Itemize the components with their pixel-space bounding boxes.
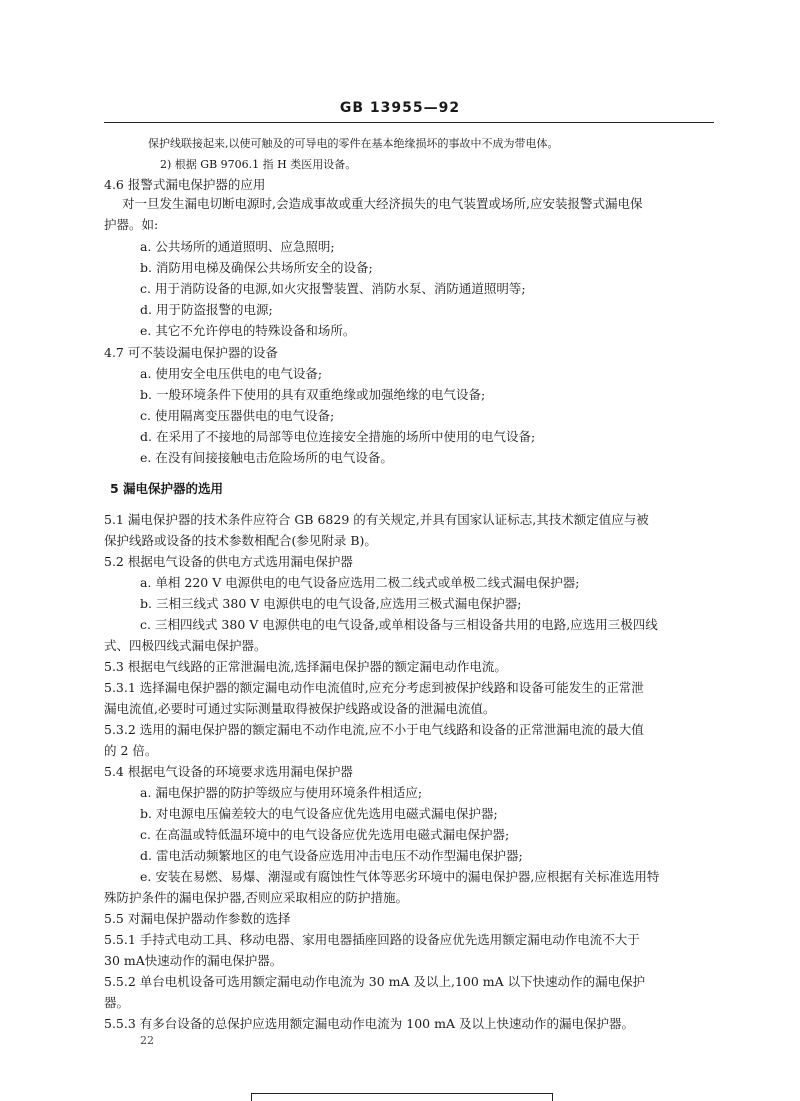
section-heading: 5.4 根据电气设备的环境要求选用漏电保护器 [104,764,353,779]
paragraph-line: 5.3.1 选择漏电保护器的额定漏电动作电流值时,应充分考虑到被保护线路和设备可能发生的正常泄 [104,680,644,695]
paragraph-line: 5.1 漏电保护器的技术条件应符合 GB 6829 的有关规定,并具有国家认证标志,其技术额定值应与被 [104,512,649,527]
paragraph-line: 护器。如: [104,217,159,232]
section-heading: 5.3 根据电气线路的正常泄漏电流,选择漏电保护器的额定漏电动作电流。 [104,659,507,674]
list-item: e. 在没有间接接触电击危险场所的电气设备。 [140,450,393,465]
section-heading: 5.2 根据电气设备的供电方式选用漏电保护器 [104,554,353,569]
footnote-line: 保护线联接起来,以使可触及的可导电的零件在基本绝缘损坏的事故中不成为带电体。 [148,137,559,150]
list-item: a. 使用安全电压供电的电气设备; [140,366,323,381]
list-item: e. 其它不允许停电的特殊设备和场所。 [140,323,356,338]
paragraph-line: 的 2 倍。 [104,743,158,758]
list-item: a. 公共场所的通道照明、应急照明; [140,239,335,254]
list-item: b. 消防用电梯及确保公共场所安全的设备; [140,260,373,275]
list-item: e. 安装在易燃、易爆、潮湿或有腐蚀性气体等恶劣环境中的漏电保护器,应根据有关标准选用特 [140,869,660,884]
list-item: b. 三相三线式 380 V 电源供电的电气设备,应选用三极式漏电保护器; [140,596,522,611]
section-heading: 5.5 对漏电保护器动作参数的选择 [104,911,291,926]
list-item: d. 用于防盗报警的电源; [140,302,273,317]
list-item: a. 单相 220 V 电源供电的电气设备应选用二极二线式或单极二线式漏电保护器; [140,575,580,590]
list-item: c. 三相四线式 380 V 电源供电的电气设备,或单相设备与三相设备共用的电路,应选用三极四线 [140,617,658,632]
paragraph-line: 5.3.2 选用的漏电保护器的额定漏电不动作电流,应不小于电气线路和设备的正常泄漏电流的最大值 [104,722,644,737]
paragraph-line: 保护线路或设备的技术参数相配合(参见附录 B)。 [104,533,377,548]
paragraph-line: 5.5.2 单台电机设备可选用额定漏电动作电流为 30 mA 及以上,100 mA 以下快速动作的漏电保护 [104,974,646,989]
list-item: b. 对电源电压偏差较大的电气设备应优先选用电磁式漏电保护器; [140,806,498,821]
paragraph-line: 器。 [104,995,130,1010]
list-item: c. 在高温或特低温环境中的电气设备应优先选用电磁式漏电保护器; [140,827,510,842]
list-item: d. 雷电活动频繁地区的电气设备应选用冲击电压不动作型漏电保护器; [140,848,523,863]
list-item: c. 使用隔离变压器供电的电气设备; [140,408,335,423]
list-item: b. 一般环境条件下使用的具有双重绝缘或加强绝缘的电气设备; [140,387,486,402]
paragraph-line: 式、四极四线式漏电保护器。 [104,638,267,653]
paragraph-line: 30 mA快速动作的漏电保护器。 [104,953,283,968]
section-heading: 4.6 报警式漏电保护器的应用 [104,177,266,192]
page-number: 22 [140,1034,154,1047]
paragraph-line: 5.5.3 有多台设备的总保护应选用额定漏电动作电流为 100 mA 及以上快速动作的漏电保护器。 [104,1016,634,1031]
section-heading: 4.7 可不装设漏电保护器的设备 [104,345,278,360]
chapter-heading: 5 漏电保护器的选用 [110,481,224,496]
paragraph-line: 漏电流值,必要时可通过实际测量取得被保护线路或设备的泄漏电流值。 [104,701,496,716]
list-item: a. 漏电保护器的防护等级应与使用环境条件相适应; [140,785,423,800]
standard-header: GB 13955—92 [339,100,461,116]
list-item: d. 在采用了不接地的局部等电位连接安全措施的场所中使用的电气设备; [140,429,536,444]
paragraph-line: 5.5.1 手持式电动工具、移动电器、家用电器插座回路的设备应优先选用额定漏电动作电流不大于 [104,932,640,947]
paragraph-line: 殊防护条件的漏电保护器,否则应采取相应的防护措施。 [104,890,408,905]
paragraph-line: 对一旦发生漏电切断电源时,会造成事故或重大经济损失的电气装置或场所,应安装报警式漏电保 [122,196,643,211]
list-item: c. 用于消防设备的电源,如火灾报警装置、消防水泵、消防通道照明等; [140,281,526,296]
footnote-line: 2) 根据 GB 9706.1 指 H 类医用设备。 [160,158,357,171]
